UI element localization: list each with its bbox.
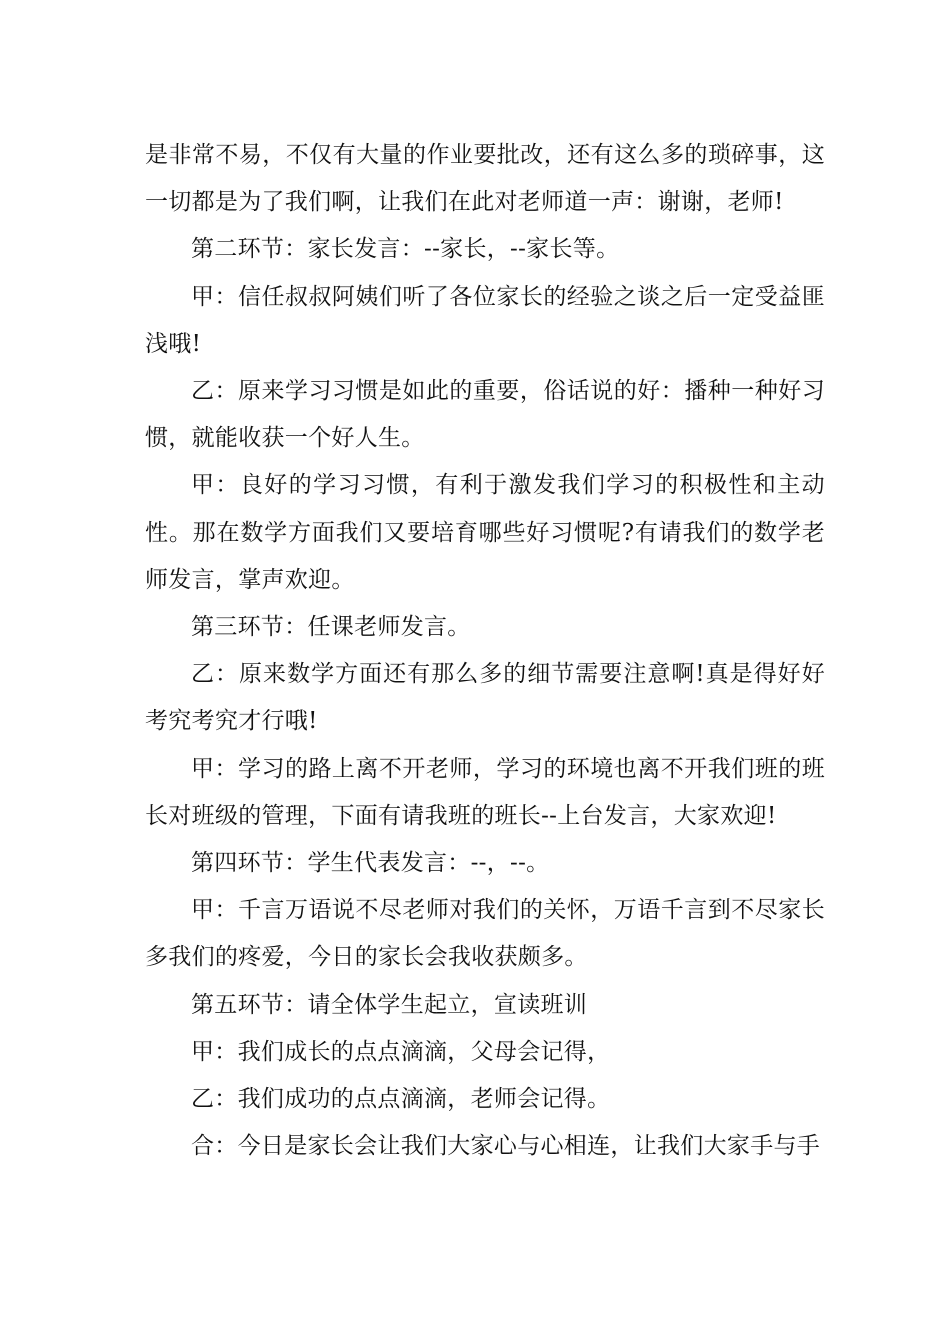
paragraph-continued: 是非常不易，不仅有大量的作业要批改，还有这么多的琐碎事，这一切都是为了我们啊，让我们在此对老师道一声：谢谢，老师! xyxy=(145,142,825,216)
paragraph-jia-4: 甲：千言万语说不尽老师对我们的关怀，万语千言到不尽家长多我们的疼爱，今日的家长会我收获颇多。 xyxy=(145,897,825,971)
paragraph-jia-1: 甲：信任叔叔阿姨们听了各位家长的经验之谈之后一定受益匪浅哦! xyxy=(145,283,825,357)
paragraph-yi-1: 乙：原来学习习惯是如此的重要，俗话说的好：播种一种好习惯，就能收获一个好人生。 xyxy=(145,378,825,452)
paragraph-yi-3: 乙：我们成功的点点滴滴，老师会记得。 xyxy=(191,1086,611,1113)
paragraph-jia-3: 甲：学习的路上离不开老师，学习的环境也离不开我们班的班长对班级的管理，下面有请我班的班长--上台发言，大家欢迎! xyxy=(145,755,825,829)
paragraph-section-two: 第二环节：家长发言：--家长，--家长等。 xyxy=(191,236,620,263)
paragraph-jia-2: 甲：良好的学习习惯，有利于激发我们学习的积极性和主动性。那在数学方面我们又要培育哪些好习惯呢?有请我们的数学老师发言，掌声欢迎。 xyxy=(145,472,825,593)
paragraph-he: 合：今日是家长会让我们大家心与心相连，让我们大家手与手 xyxy=(191,1133,821,1160)
paragraph-section-three: 第三环节：任课老师发言。 xyxy=(191,614,471,641)
paragraph-section-five: 第五环节：请全体学生起立，宣读班训 xyxy=(191,991,588,1018)
paragraph-yi-2: 乙：原来数学方面还有那么多的细节需要注意啊!真是得好好考究考究才行哦! xyxy=(145,661,825,735)
document-body xyxy=(145,132,825,1170)
paragraph-jia-5: 甲：我们成长的点点滴滴，父母会记得， xyxy=(191,1038,611,1065)
paragraph-section-four: 第四环节：学生代表发言：--，--。 xyxy=(191,850,550,877)
